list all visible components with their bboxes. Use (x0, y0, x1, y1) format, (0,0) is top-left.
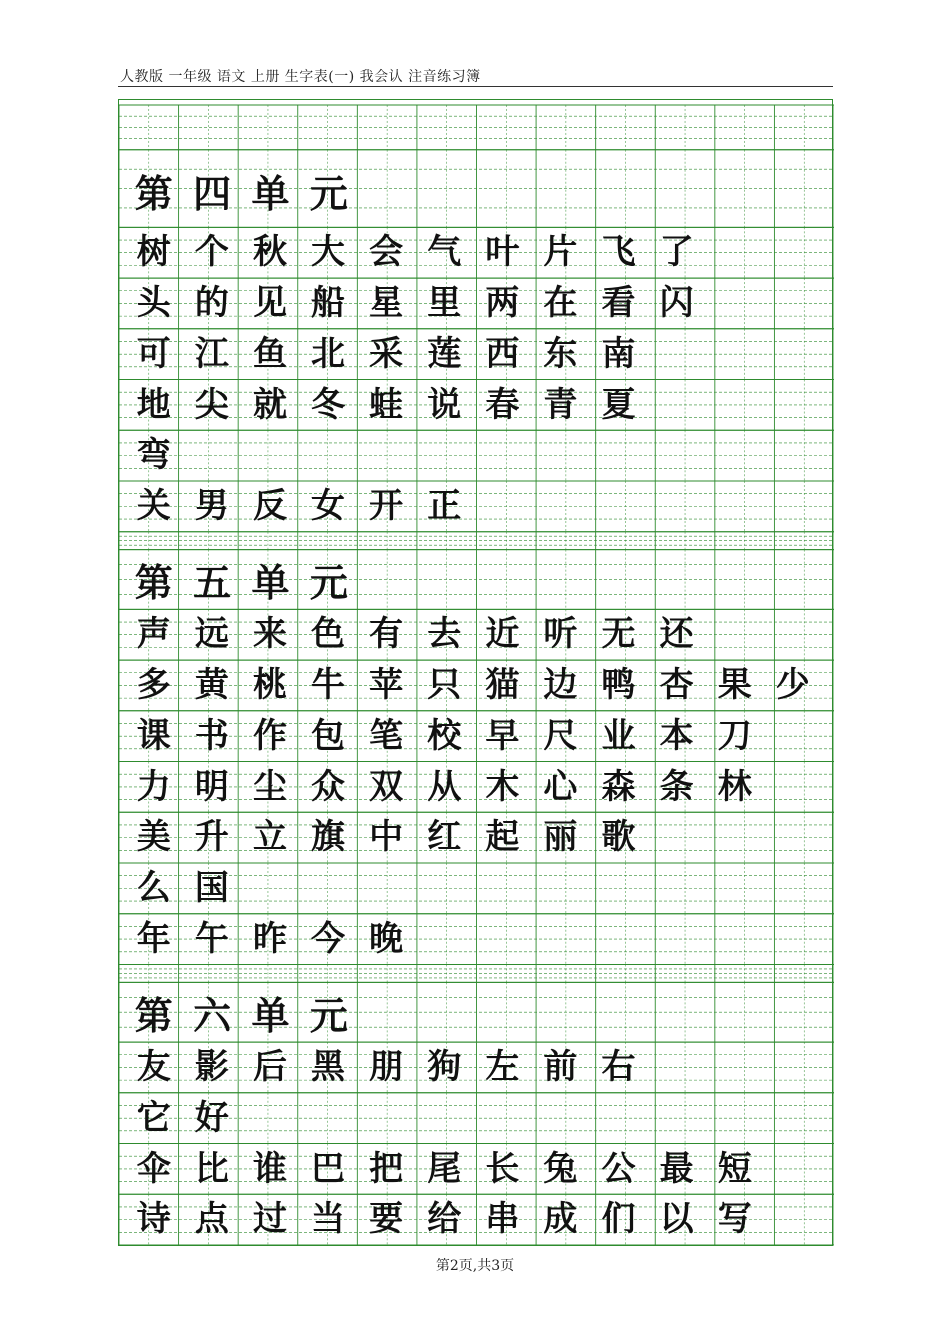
hanzi-char: 弯 (136, 435, 171, 476)
hanzi-char: 书 (194, 715, 229, 756)
hanzi-char: 升 (194, 817, 229, 858)
unit-title-char: 元 (309, 171, 348, 216)
hanzi-char: 可 (136, 333, 171, 374)
hanzi-char: 果 (717, 665, 752, 706)
hanzi-char: 把 (369, 1148, 404, 1189)
hanzi-char: 冬 (311, 384, 346, 425)
hanzi-char: 点 (194, 1199, 229, 1240)
hanzi-char: 给 (427, 1199, 462, 1240)
hanzi-char: 猫 (485, 665, 520, 706)
hanzi-char: 本 (659, 715, 694, 756)
hanzi-char: 听 (543, 614, 578, 655)
hanzi-char: 短 (717, 1148, 752, 1189)
hanzi-char: 片 (543, 232, 578, 273)
hanzi-char: 有 (369, 614, 404, 655)
hanzi-char: 林 (717, 766, 752, 807)
hanzi-char: 双 (369, 766, 404, 807)
hanzi-char: 歌 (601, 817, 636, 858)
hanzi-char: 青 (543, 384, 578, 425)
hanzi-char: 头 (136, 283, 171, 324)
hanzi-char: 黑 (311, 1047, 346, 1088)
hanzi-char: 刀 (717, 715, 752, 756)
hanzi-char: 鸭 (601, 665, 636, 706)
hanzi-char: 过 (252, 1199, 287, 1240)
hanzi-char: 北 (311, 333, 346, 374)
hanzi-char: 西 (485, 333, 520, 374)
hanzi-char: 看 (601, 283, 636, 324)
hanzi-char: 公 (601, 1148, 636, 1189)
hanzi-char: 晚 (369, 918, 404, 959)
hanzi-char: 影 (194, 1047, 229, 1088)
hanzi-char: 两 (485, 283, 520, 324)
hanzi-char: 么 (136, 868, 171, 908)
hanzi-char: 业 (601, 715, 636, 756)
hanzi-char: 船 (311, 283, 346, 324)
hanzi-char: 伞 (136, 1148, 171, 1189)
hanzi-char: 比 (194, 1148, 229, 1189)
hanzi-char: 黄 (194, 665, 229, 706)
hanzi-char: 国 (194, 868, 229, 908)
hanzi-char: 森 (601, 766, 636, 807)
hanzi-char: 今 (311, 918, 346, 959)
hanzi-char: 夏 (601, 384, 636, 425)
hanzi-char: 笔 (369, 715, 404, 756)
hanzi-char: 起 (485, 817, 520, 858)
hanzi-char: 东 (543, 333, 578, 374)
hanzi-char: 昨 (252, 918, 287, 959)
unit-title-char: 第 (134, 171, 173, 216)
hanzi-char: 星 (369, 283, 404, 324)
hanzi-char: 课 (136, 715, 171, 756)
hanzi-char: 兔 (543, 1148, 578, 1189)
hanzi-char: 尺 (543, 715, 578, 756)
hanzi-char: 朋 (369, 1047, 404, 1088)
hanzi-char: 长 (485, 1148, 520, 1189)
hanzi-char: 会 (369, 232, 404, 273)
hanzi-char: 说 (427, 384, 462, 425)
hanzi-char: 午 (194, 918, 229, 959)
hanzi-char: 牛 (311, 665, 346, 706)
unit-title-char: 四 (193, 171, 232, 216)
hanzi-char: 当 (311, 1199, 346, 1240)
hanzi-char: 来 (252, 614, 287, 655)
hanzi-char: 还 (659, 614, 694, 655)
hanzi-char: 包 (311, 715, 346, 756)
unit-title-char: 单 (251, 994, 290, 1039)
hanzi-char: 串 (485, 1199, 520, 1240)
page-footer: 第2页,共3页 (435, 1258, 515, 1274)
hanzi-char: 后 (252, 1047, 287, 1088)
hanzi-char: 春 (485, 384, 520, 425)
hanzi-char: 少 (775, 665, 810, 706)
hanzi-char: 左 (485, 1047, 520, 1088)
hanzi-char: 写 (717, 1199, 752, 1240)
hanzi-char: 个 (194, 232, 229, 273)
hanzi-char: 巴 (311, 1148, 346, 1189)
unit-title-char: 元 (309, 561, 348, 606)
unit-title-char: 元 (309, 994, 348, 1039)
hanzi-char: 心 (543, 766, 578, 807)
hanzi-char: 成 (543, 1199, 578, 1240)
hanzi-char: 立 (252, 817, 287, 858)
hanzi-char: 飞 (601, 232, 636, 273)
hanzi-char: 尖 (194, 384, 229, 425)
hanzi-char: 远 (194, 614, 229, 655)
hanzi-char: 在 (543, 283, 578, 324)
hanzi-char: 男 (194, 486, 229, 526)
hanzi-char: 桃 (252, 665, 287, 706)
hanzi-char: 丽 (543, 817, 578, 858)
hanzi-char: 的 (194, 283, 229, 324)
unit-title-char: 第 (134, 994, 173, 1039)
hanzi-char: 莲 (427, 333, 462, 374)
hanzi-char: 右 (601, 1047, 636, 1088)
hanzi-char: 边 (543, 665, 578, 706)
hanzi-char: 开 (369, 486, 404, 526)
hanzi-char: 就 (252, 384, 287, 425)
hanzi-char: 红 (427, 817, 462, 858)
hanzi-char: 它 (136, 1097, 171, 1138)
hanzi-char: 们 (601, 1199, 636, 1240)
hanzi-char: 诗 (136, 1199, 171, 1240)
hanzi-char: 地 (136, 384, 171, 425)
hanzi-char: 校 (427, 715, 462, 756)
hanzi-char: 色 (311, 614, 346, 655)
hanzi-char: 闪 (659, 283, 694, 324)
hanzi-char: 只 (427, 665, 462, 706)
hanzi-char: 鱼 (252, 333, 287, 374)
unit-title-char: 第 (134, 561, 173, 606)
hanzi-char: 声 (136, 614, 171, 655)
unit-title-char: 五 (193, 561, 232, 606)
hanzi-char: 苹 (369, 665, 404, 706)
hanzi-char: 正 (427, 486, 462, 526)
hanzi-char: 杏 (659, 665, 694, 706)
hanzi-char: 谁 (252, 1148, 287, 1189)
hanzi-char: 要 (369, 1199, 404, 1240)
hanzi-char: 众 (311, 766, 346, 807)
hanzi-char: 女 (311, 486, 346, 526)
hanzi-char: 作 (252, 715, 287, 756)
hanzi-char: 年 (136, 918, 171, 959)
header-rule (118, 86, 833, 87)
hanzi-char: 明 (194, 766, 229, 807)
unit-title-char: 单 (251, 561, 290, 606)
hanzi-char: 好 (194, 1097, 229, 1138)
hanzi-char: 从 (427, 766, 462, 807)
page-header: 人教版 一年级 语文 上册 生字表(一) 我会认 注音练习簿 (120, 69, 481, 85)
hanzi-char: 最 (659, 1148, 694, 1189)
hanzi-char: 中 (369, 817, 404, 858)
hanzi-char: 早 (485, 715, 520, 756)
unit-title-char: 单 (251, 171, 290, 216)
hanzi-char: 江 (194, 333, 229, 374)
hanzi-char: 旗 (311, 817, 346, 858)
hanzi-char: 大 (311, 232, 346, 273)
practice-grid-sheet (118, 99, 833, 1246)
hanzi-char: 里 (427, 283, 462, 324)
hanzi-char: 木 (485, 766, 520, 807)
hanzi-char: 无 (601, 614, 636, 655)
hanzi-char: 反 (252, 486, 287, 526)
hanzi-char: 狗 (427, 1047, 462, 1088)
hanzi-char: 采 (369, 333, 404, 374)
hanzi-char: 近 (485, 614, 520, 655)
hanzi-char: 前 (543, 1047, 578, 1088)
hanzi-char: 友 (136, 1047, 171, 1088)
hanzi-char: 去 (427, 614, 462, 655)
hanzi-char: 叶 (485, 232, 520, 273)
hanzi-char: 树 (136, 232, 171, 273)
hanzi-char: 条 (659, 766, 694, 807)
hanzi-char: 美 (136, 817, 171, 858)
hanzi-char: 蛙 (369, 384, 404, 425)
hanzi-char: 了 (659, 232, 694, 273)
hanzi-char: 见 (252, 283, 287, 324)
hanzi-char: 南 (601, 333, 636, 374)
unit-title-char: 六 (193, 994, 232, 1039)
hanzi-char: 力 (136, 766, 171, 807)
hanzi-char: 关 (136, 486, 171, 526)
hanzi-char: 多 (136, 665, 171, 706)
hanzi-char: 气 (427, 232, 462, 273)
hanzi-char: 尘 (252, 766, 287, 807)
hanzi-char: 尾 (427, 1148, 462, 1189)
hanzi-char: 以 (659, 1199, 694, 1240)
hanzi-char: 秋 (252, 232, 287, 273)
